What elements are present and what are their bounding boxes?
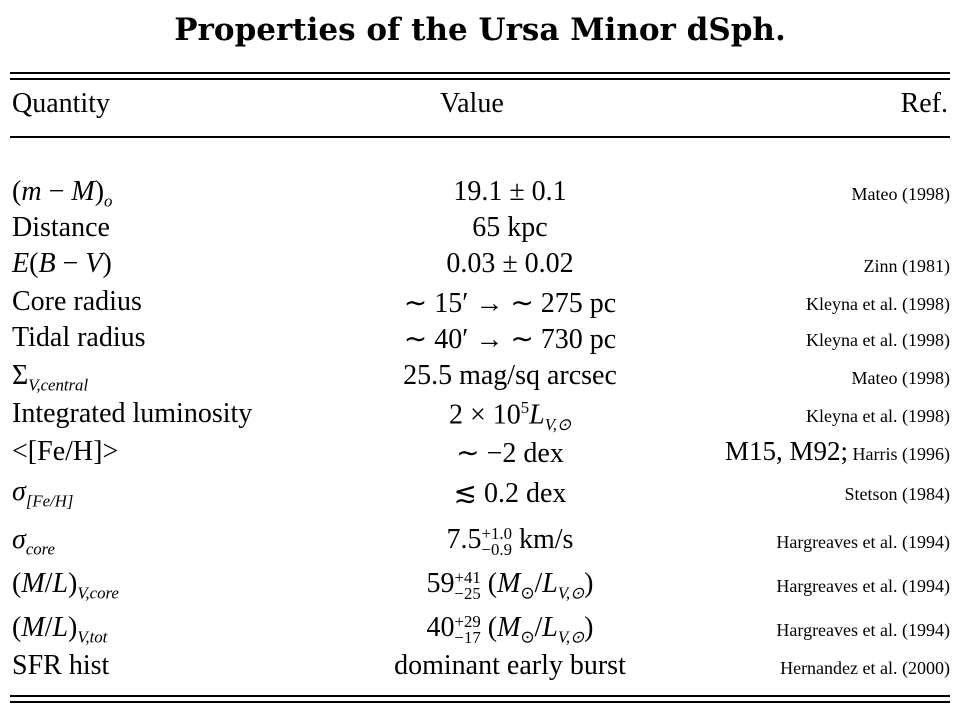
- table-row: [0, 568, 960, 604]
- row-value: 40+29 −17 $(M_⊙/L_{V,⊙})$: [426, 611, 594, 647]
- table-row: [0, 398, 960, 434]
- row-value: ≲ 0.2 dex: [453, 478, 567, 509]
- row-ref: Mateo (1998): [851, 368, 950, 388]
- row-quantity: Core radius: [12, 286, 142, 317]
- row-value: 65 kpc: [472, 212, 548, 243]
- row-quantity: $(m - M)_o$: [12, 176, 113, 211]
- bottom-rule-2: [10, 701, 950, 703]
- row-ref: Hargreaves et al. (1994): [776, 532, 950, 552]
- header-value: Value: [440, 88, 504, 119]
- row-ref: Kleyna et al. (1998): [806, 294, 950, 314]
- table-row: [0, 286, 960, 322]
- row-value: $2 \times 10^5L_{V,⊙}$: [448, 398, 572, 434]
- row-quantity: $\sigma_{core}$: [12, 524, 56, 559]
- header-ref: Ref.: [900, 88, 948, 119]
- table-row: [0, 612, 960, 648]
- row-value: 25.5 mag/sq arcsec: [403, 360, 617, 391]
- row-value: ∼ 40′ → ∼ 730 pc: [403, 324, 617, 355]
- top-rule-2: [10, 78, 950, 80]
- row-ref: Kleyna et al. (1998): [806, 330, 950, 350]
- row-quantity: E(B − V): [12, 248, 112, 279]
- row-quantity: Tidal radius: [12, 322, 146, 353]
- header-quantity: Quantity: [12, 88, 110, 119]
- row-value: 19.1 ± 0.1: [453, 176, 567, 207]
- top-rule-1: [10, 72, 950, 74]
- row-ref-small: Harris (1996): [852, 444, 950, 464]
- row-value: 0.03 ± 0.02: [446, 248, 574, 279]
- row-ref: Stetson (1984): [844, 484, 950, 504]
- bottom-rule-1: [10, 695, 950, 697]
- row-value: ∼ 15′ → ∼ 275 pc: [403, 288, 617, 319]
- table-row: [0, 176, 960, 212]
- row-value: 59+41 −25 $(M_⊙/L_{V,⊙})$: [426, 567, 594, 603]
- table-row: [0, 322, 960, 358]
- row-ref: [725, 436, 950, 467]
- table-row: [0, 212, 960, 248]
- row-quantity: $\Sigma_{V,central}$: [12, 360, 89, 395]
- table-row: [0, 360, 960, 396]
- row-quantity: Integrated luminosity: [12, 398, 253, 429]
- row-ref-main: M15, M92;: [724, 436, 849, 466]
- table-row: [0, 650, 960, 686]
- row-value: 7.5+1.0 −0.9 km/s: [446, 523, 574, 559]
- page-title: Properties of the Ursa Minor dSph.: [174, 12, 786, 48]
- row-quantity: $\sigma_{[Fe/H]}$: [12, 476, 74, 511]
- row-quantity: SFR hist: [12, 650, 110, 681]
- row-ref: Hernandez et al. (2000): [780, 658, 950, 678]
- row-ref: Hargreaves et al. (1994): [776, 576, 950, 596]
- row-quantity: $(M/L)_{V,tot}$: [12, 612, 108, 647]
- row-ref: Kleyna et al. (1998): [806, 406, 950, 426]
- row-quantity: <[Fe/H]>: [12, 436, 119, 467]
- table-row: [0, 524, 960, 560]
- row-ref: Zinn (1981): [863, 256, 950, 276]
- row-ref: Hargreaves et al. (1994): [776, 620, 950, 640]
- row-quantity: Distance: [12, 212, 110, 243]
- table-row: [0, 476, 960, 512]
- row-value: dominant early burst: [394, 650, 626, 681]
- table-row: [0, 436, 960, 472]
- row-ref: Mateo (1998): [851, 184, 950, 204]
- table-row: [0, 248, 960, 284]
- header-rule: [10, 136, 950, 138]
- row-value: ∼ −2 dex: [456, 438, 564, 469]
- row-quantity: $(M/L)_{V,core}$: [12, 568, 119, 603]
